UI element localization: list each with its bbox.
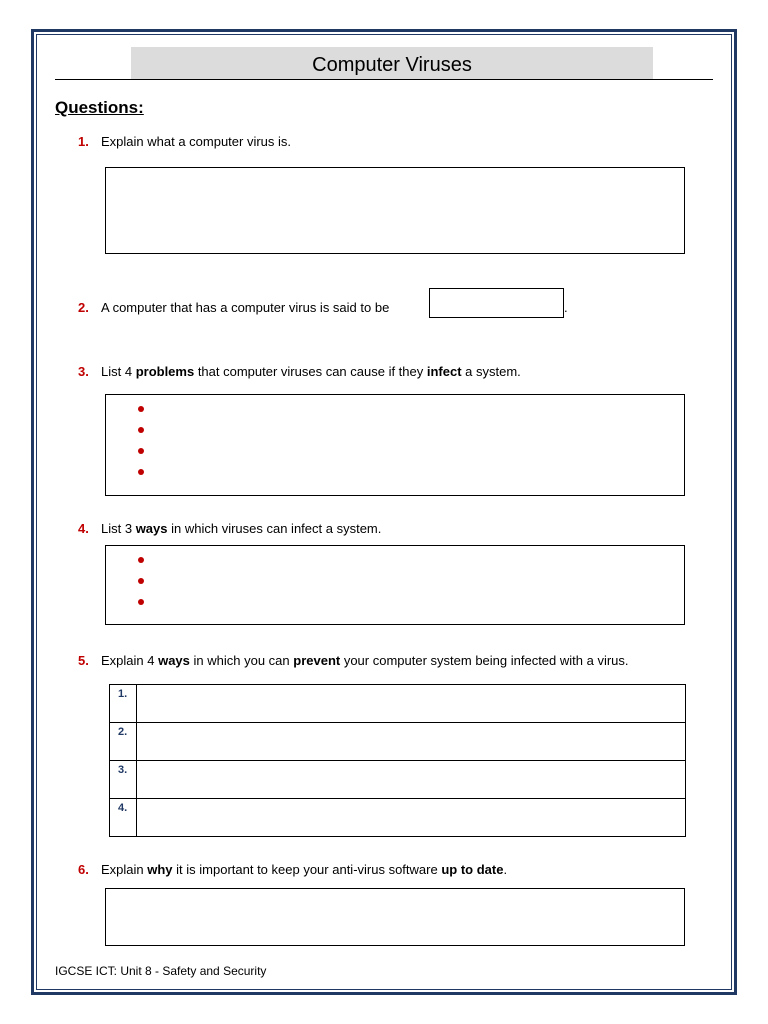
bullet-item[interactable] [138,571,144,592]
bullet-list [138,399,144,483]
answer-box-1[interactable] [105,167,685,254]
question-text-segment: ways [158,653,190,668]
question-text-segment: a system. [461,364,521,379]
question-text-segment: prevent [293,653,341,668]
answer-box-2[interactable] [429,288,564,318]
row-number: 3. [110,761,137,799]
question-2-period: . [564,300,568,315]
table-row [110,723,686,761]
bullet-item[interactable] [138,441,144,462]
question-text-segment: in which you can [189,653,294,668]
table-row [110,685,686,723]
question-text-segment: A computer that has a computer virus is said to be [101,300,390,315]
question-text [101,862,507,877]
footer-text: IGCSE ICT: Unit 8 - Safety and Security [55,964,267,978]
question-text-segment: why [147,862,173,877]
question-text-segment: . [503,862,508,877]
question-number: 2. [78,300,89,315]
answer-box-4[interactable] [105,545,685,625]
question-text [101,653,629,668]
bullet-item[interactable] [138,399,144,420]
answer-box-3[interactable] [105,394,685,496]
bullet-dot-icon [138,406,144,412]
question-text [101,364,521,379]
question-text-segment: that computer viruses can cause if they [194,364,427,379]
question-4 [78,521,381,536]
question-text-segment: in which viruses can infect a system. [167,521,382,536]
table-row [110,799,686,837]
answer-cell[interactable] [137,761,686,799]
bullet-item[interactable] [138,420,144,441]
bullet-dot-icon [138,448,144,454]
question-number: 4. [78,521,89,536]
question-text [101,134,291,149]
bullet-dot-icon [138,599,144,605]
question-text-segment: it is important to keep your anti-virus software [172,862,442,877]
bullet-item[interactable] [138,462,144,483]
row-number: 4. [110,799,137,837]
question-text-segment: ways [135,521,168,536]
table-row [110,761,686,799]
question-text [101,521,381,536]
question-text-segment: Explain 4 [101,653,159,668]
answer-box-6[interactable] [105,888,685,946]
bullet-dot-icon [138,578,144,584]
row-number: 2. [110,723,137,761]
question-2 [78,300,389,315]
answer-cell[interactable] [137,685,686,723]
question-text-segment: infect [426,364,462,379]
bullet-dot-icon [138,469,144,475]
row-number: 1. [110,685,137,723]
question-text-segment: your computer system being infected with a virus. [340,653,629,668]
question-text-segment: Explain [101,862,148,877]
question-number: 3. [78,364,89,379]
answer-cell[interactable] [137,723,686,761]
answer-table-5 [109,684,686,837]
question-text-segment: problems [135,364,195,379]
bullet-item[interactable] [138,550,144,571]
question-text [101,300,389,315]
question-number: 5. [78,653,89,668]
question-text-segment: List 3 [101,521,136,536]
title-divider [55,79,713,80]
question-1 [78,134,291,149]
question-3 [78,364,521,379]
bullet-list [138,550,144,613]
question-5 [78,653,629,668]
question-6 [78,862,507,877]
question-number: 1. [78,134,89,149]
question-text-segment: List 4 [101,364,136,379]
question-text-segment: up to date [441,862,504,877]
question-number: 6. [78,862,89,877]
questions-heading: Questions: [55,98,144,117]
answer-cell[interactable] [137,799,686,837]
page-title: Computer Viruses [131,47,653,80]
bullet-dot-icon [138,557,144,563]
bullet-dot-icon [138,427,144,433]
bullet-item[interactable] [138,592,144,613]
question-text-segment: Explain what a computer virus is. [101,134,292,149]
